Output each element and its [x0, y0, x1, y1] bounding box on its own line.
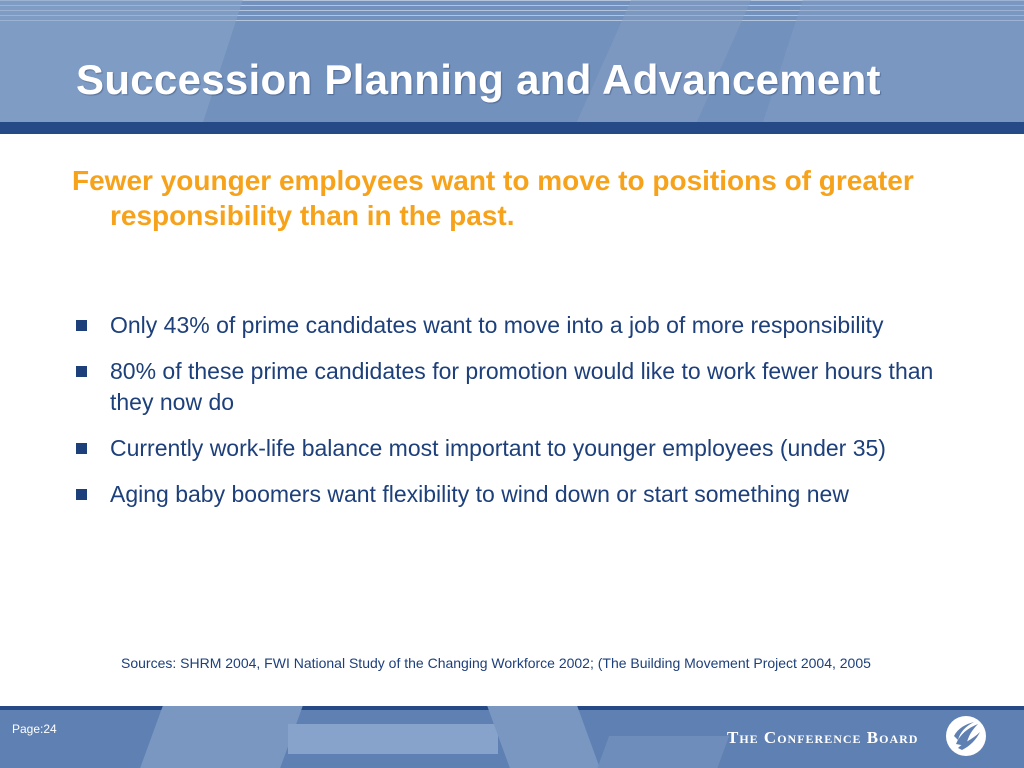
- bullet-item: [74, 433, 954, 464]
- brand-name: The Conference Board: [727, 728, 919, 747]
- square-bullet-icon: [76, 366, 87, 377]
- bullet-text: 80% of these prime candidates for promotion would like to work fewer hours than they now do: [110, 358, 934, 415]
- slide-subheading: Fewer younger employees want to move to positions of greater responsibility than in the past.: [72, 165, 914, 231]
- sources-note: Sources: SHRM 2004, FWI National Study of the Changing Workforce 2002; (The Building Movement Project 2004, 2005: [121, 655, 871, 671]
- bullet-text: Aging baby boomers want flexibility to wind down or start something new: [110, 481, 849, 507]
- bullet-text: Only 43% of prime candidates want to move into a job of more responsibility: [110, 312, 884, 338]
- header-banner: [0, 0, 1024, 122]
- bullet-item: [74, 356, 954, 418]
- slide-title: Succession Planning and Advancement: [76, 56, 881, 103]
- square-bullet-icon: [76, 443, 87, 454]
- bullet-list: [74, 310, 954, 525]
- footer-watermark-shape: [484, 706, 607, 768]
- bullet-text: Currently work-life balance most important to younger employees (under 35): [110, 435, 886, 461]
- square-bullet-icon: [76, 489, 87, 500]
- bullet-item: [74, 479, 954, 510]
- footer-watermark-shape: [134, 706, 307, 768]
- conference-board-logo-icon: [944, 714, 988, 758]
- footer-watermark-shape: [288, 724, 498, 754]
- header-divider-bar: [0, 122, 1024, 134]
- bullet-item: [74, 310, 954, 341]
- square-bullet-icon: [76, 320, 87, 331]
- page-number: Page:24: [12, 722, 57, 736]
- footer-banner: [0, 706, 1024, 768]
- footer-watermark-shape: [591, 736, 729, 768]
